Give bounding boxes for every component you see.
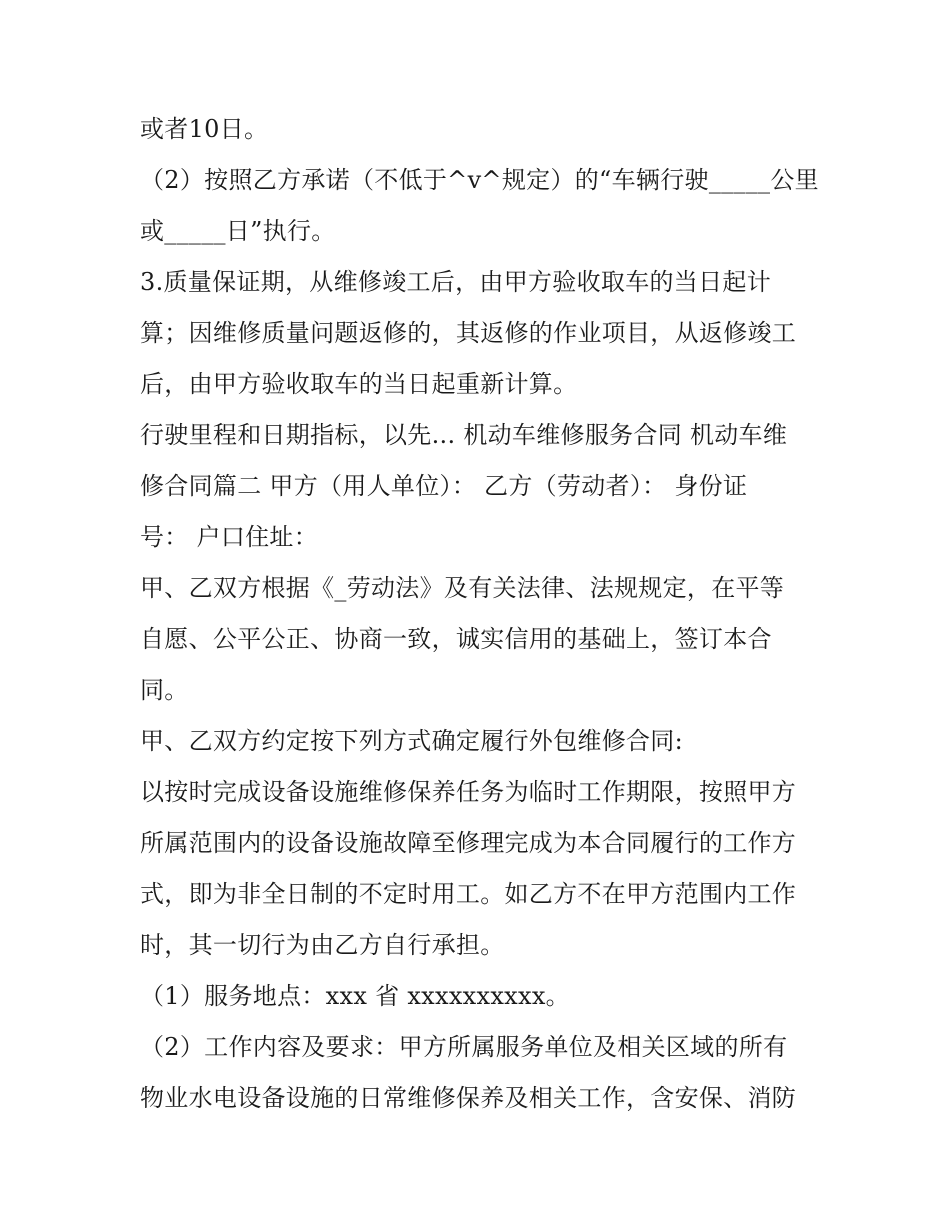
text-line: 甲、乙双方根据《_劳动法》及有关法律、法规规定，在平等 [140, 574, 785, 602]
text-line: 以按时完成设备设施维修保养任务为临时工作期限，按照甲方 [140, 778, 797, 806]
text-line: 所属范围内的设备设施故障至修理完成为本合同履行的工作方 [140, 829, 797, 857]
text-line: （2）按照乙方承诺（不低于^v^规定）的“车辆行驶_____公里 [140, 166, 819, 194]
text-line: 或者10日。 [140, 115, 269, 143]
text-line: 算；因维修质量问题返修的，其返修的作业项目，从返修竣工 [140, 319, 797, 347]
text-line: 自愿、公平公正、协商一致，诚实信用的基础上，签订本合 [140, 625, 772, 653]
text-line: （1）服务地点：xxx 省 xxxxxxxxxx。 [140, 982, 570, 1010]
text-line: 时，其一切行为由乙方自行承担。 [140, 931, 505, 959]
text-line: 3.质量保证期，从维修竣工后，由甲方验收取车的当日起计 [140, 268, 771, 296]
text-line: 修合同篇二 甲方（用人单位）： 乙方（劳动者）： 身份证 [140, 472, 748, 500]
document-body [140, 104, 820, 1124]
text-line: 式，即为非全日制的不定时用工。如乙方不在甲方范围内工作 [140, 880, 797, 908]
text-line: 甲、乙双方约定按下列方式确定履行外包维修合同: [140, 727, 683, 755]
text-line: 物业水电设备设施的日常维修保养及相关工作，含安保、消防 [140, 1084, 797, 1112]
text-line: 行驶里程和日期指标，以先... 机动车维修服务合同 机动车维 [140, 421, 788, 449]
text-line: 同。 [140, 676, 189, 704]
text-line: 或_____日”执行。 [140, 217, 336, 245]
text-line: 号： 户口住址： [140, 523, 319, 551]
text-line: 后，由甲方验收取车的当日起重新计算。 [140, 370, 578, 398]
text-line: （2）工作内容及要求：甲方所属服务单位及相关区域的所有 [140, 1033, 788, 1061]
